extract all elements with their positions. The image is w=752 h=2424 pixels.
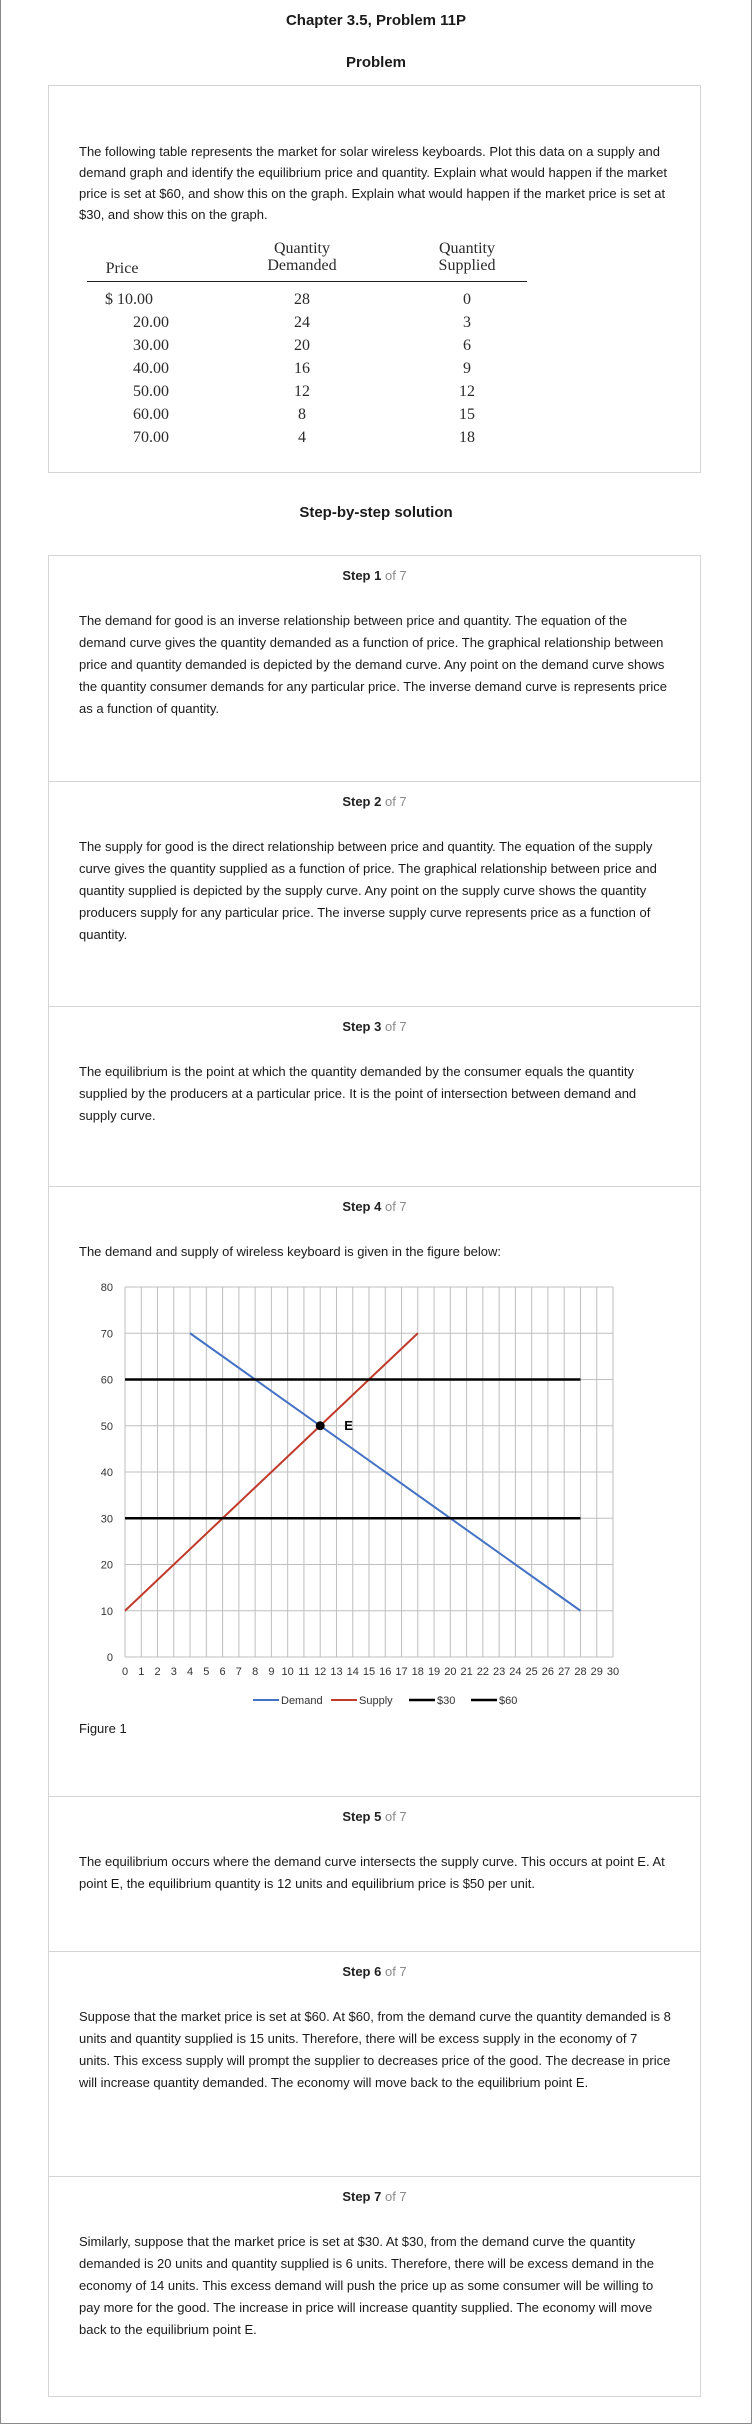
equilibrium-point [316, 1421, 325, 1430]
table-header-qd-line2: Demanded [267, 257, 337, 274]
x-tick-label: 22 [476, 1666, 489, 1678]
table-cell-qs: 18 [459, 429, 475, 446]
table-cell-qd: 16 [294, 360, 310, 377]
x-tick-label: 2 [154, 1666, 161, 1678]
problem-text: The following table represents the market for solar wireless keyboards. Plot this data on a supply and demand graph and identify the equilibrium price and quantity. Explain what would happen if the market price is set at $60, and show this on the graph. Explain what would happen if the market price is set at $30, and show this on the graph. [79, 144, 668, 222]
table-header-price: Price [105, 260, 139, 277]
equilibrium-label: E [344, 1417, 353, 1433]
step-count: of 7 [384, 568, 407, 583]
y-tick-label: 30 [100, 1513, 113, 1526]
step-2 [49, 781, 700, 1006]
x-tick-label: 14 [346, 1666, 359, 1678]
table-cell-price: 30.00 [133, 337, 169, 354]
y-tick-label: 60 [100, 1374, 113, 1387]
step-4 [49, 1186, 700, 1796]
table-cell-qd: 12 [294, 383, 310, 400]
y-tick-label: 50 [100, 1420, 113, 1433]
x-tick-label: 25 [525, 1666, 538, 1678]
step-header [49, 1199, 700, 1214]
legend-label: $30 [437, 1695, 456, 1707]
x-tick-label: 5 [203, 1666, 210, 1678]
table-cell-qs: 15 [459, 406, 475, 423]
step-header [49, 794, 700, 809]
step-label: Step 7 [342, 2189, 382, 2204]
step-text: The demand for good is an inverse relationship between price and quantity. The equation of the demand curve gives the quantity demanded as a function of price. The graphical relationship between price and quantity demanded is depicted by the demand curve. Any point on the demand curve shows the quantity consumer demands for any particular price. The inverse demand curve is represents price as a function of quantity. [79, 613, 667, 716]
table-header-rule [87, 281, 527, 282]
step-count: of 7 [384, 1199, 407, 1214]
step-label: Step 4 [342, 1199, 382, 1214]
step-count: of 7 [384, 1019, 407, 1034]
x-tick-label: 6 [219, 1666, 226, 1678]
x-tick-label: 21 [460, 1666, 473, 1678]
x-tick-label: 4 [187, 1666, 194, 1678]
y-tick-label: 10 [100, 1605, 113, 1618]
x-tick-label: 30 [606, 1666, 620, 1678]
solution-heading: Step-by-step solution [299, 504, 453, 521]
step-label: Step 6 [342, 1964, 382, 1979]
supply-demand-chart [77, 1277, 637, 1707]
problem-heading: Problem [345, 54, 406, 71]
table-cell-price: 50.00 [133, 383, 169, 400]
legend-label: Demand [281, 1695, 323, 1707]
table-cell-qs: 6 [463, 337, 471, 354]
x-tick-label: 20 [444, 1666, 457, 1678]
step-count: of 7 [384, 1809, 407, 1824]
step-text: Suppose that the market price is set at $60. At $60, from the demand curve the quantity demanded is 8 units and quantity supplied is 15 units. Therefore, there will be excess supply in the economy of 7 units. This excess supply will prompt the supplier to decreases price of the good. The decrease in price will increase quantity demanded. The economy will move back to the equilibrium point E. [79, 2009, 671, 2090]
step-header [49, 1019, 700, 1034]
step-count: of 7 [384, 2189, 407, 2204]
table-cell-qs: 3 [463, 314, 471, 331]
table-cell-price: 20.00 [133, 314, 169, 331]
page-left-border [0, 0, 1, 2424]
table-cell-price: 60.00 [133, 406, 169, 423]
step-5 [49, 1796, 700, 1951]
solution-card [48, 555, 701, 2397]
step-label: Step 3 [342, 1019, 382, 1034]
table-cell-qd: 4 [298, 429, 306, 446]
problem-card [48, 85, 701, 473]
legend-label: $60 [499, 1695, 518, 1707]
x-tick-label: 9 [268, 1666, 275, 1678]
step-7 [49, 2176, 700, 2398]
table-header-qs-line1: Quantity [439, 240, 495, 257]
step-count: of 7 [384, 1964, 407, 1979]
x-tick-label: 27 [558, 1666, 571, 1678]
step-label: Step 5 [342, 1809, 382, 1824]
table-cell-price: 40.00 [133, 360, 169, 377]
table-header-quantity-supplied [417, 240, 517, 280]
x-tick-label: 26 [541, 1666, 555, 1678]
table-cell-qd: 28 [294, 291, 310, 308]
x-tick-label: 1 [138, 1666, 145, 1678]
step-text: The equilibrium occurs where the demand curve intersects the supply curve. This occurs at point E. At point E, the equilibrium quantity is 12 units and equilibrium price is $50 per unit. [79, 1854, 665, 1891]
step-text: The equilibrium is the point at which the quantity demanded by the consumer equals the quantity supplied by the producers at a particular price. It is the point of intersection between demand and supply curve. [79, 1064, 637, 1123]
step-label: Step 1 [342, 568, 382, 583]
table-cell-qd: 20 [294, 337, 310, 354]
y-tick-label: 20 [100, 1559, 113, 1572]
table-header-qs-line2: Supplied [438, 257, 496, 274]
step-6 [49, 1951, 700, 2176]
step-header [49, 568, 700, 583]
x-tick-label: 17 [395, 1666, 408, 1678]
step-text: The demand and supply of wireless keyboard is given in the figure below: [79, 1244, 502, 1259]
y-tick-label: 40 [100, 1467, 113, 1479]
x-tick-label: 19 [427, 1666, 441, 1678]
x-tick-label: 13 [330, 1666, 343, 1678]
step-text: Similarly, suppose that the market price is set at $30. At $30, from the demand curve the quantity demanded is 20 units and quantity supplied is 6 units. Therefore, there will be excess demand in the economy of 14 units. This excess demand will push the price up as some consumer will be willing to pay more for the good. The increase in price will increase quantity supplied. The economy will move back to the equilibrium point E. [79, 2234, 654, 2337]
step-3 [49, 1006, 700, 1186]
step-header [49, 1964, 700, 1979]
table-cell-price: $ 10.00 [105, 291, 153, 308]
x-tick-label: 8 [252, 1666, 259, 1678]
y-tick-label: 0 [106, 1652, 113, 1664]
table-cell-qd: 24 [294, 314, 310, 331]
table-cell-qs: 12 [459, 383, 475, 400]
table-cell-qs: 9 [463, 360, 471, 377]
x-tick-label: 10 [281, 1666, 294, 1678]
x-tick-label: 29 [590, 1666, 603, 1678]
table-header-qd-line1: Quantity [274, 240, 330, 257]
table-cell-qs: 0 [463, 291, 471, 308]
figure-caption: Figure 1 [79, 1721, 127, 1736]
x-tick-label: 0 [121, 1666, 129, 1678]
y-tick-label: 80 [100, 1282, 113, 1294]
x-tick-label: 18 [411, 1666, 424, 1678]
step-header [49, 1809, 700, 1824]
x-tick-label: 11 [298, 1666, 310, 1678]
table-cell-qd: 8 [298, 406, 306, 423]
table-cell-price: 70.00 [133, 429, 169, 446]
x-tick-label: 12 [314, 1666, 327, 1678]
x-tick-label: 3 [170, 1666, 177, 1678]
step-text: The supply for good is the direct relationship between price and quantity. The equation of the supply curve gives the quantity supplied as a function of price. The graphical relationship between price and quantity supplied is depicted by the supply curve. Any point on the supply curve shows the quantity producers supply for any particular price. The inverse supply curve represents price as a function of quantity. [79, 839, 657, 942]
x-tick-label: 15 [362, 1666, 376, 1678]
x-tick-label: 7 [235, 1666, 242, 1678]
legend-label: Supply [359, 1695, 393, 1707]
table-header-quantity-demanded [247, 240, 357, 280]
step-header [49, 2189, 700, 2204]
y-tick-label: 70 [100, 1328, 113, 1341]
x-tick-label: 24 [509, 1666, 522, 1678]
step-count: of 7 [384, 794, 407, 809]
x-tick-label: 23 [493, 1666, 506, 1678]
step-label: Step 2 [342, 794, 382, 809]
x-tick-label: 16 [379, 1666, 392, 1678]
page-title: Chapter 3.5, Problem 11P [285, 12, 467, 29]
x-tick-label: 28 [574, 1666, 587, 1678]
step-1 [49, 556, 700, 781]
